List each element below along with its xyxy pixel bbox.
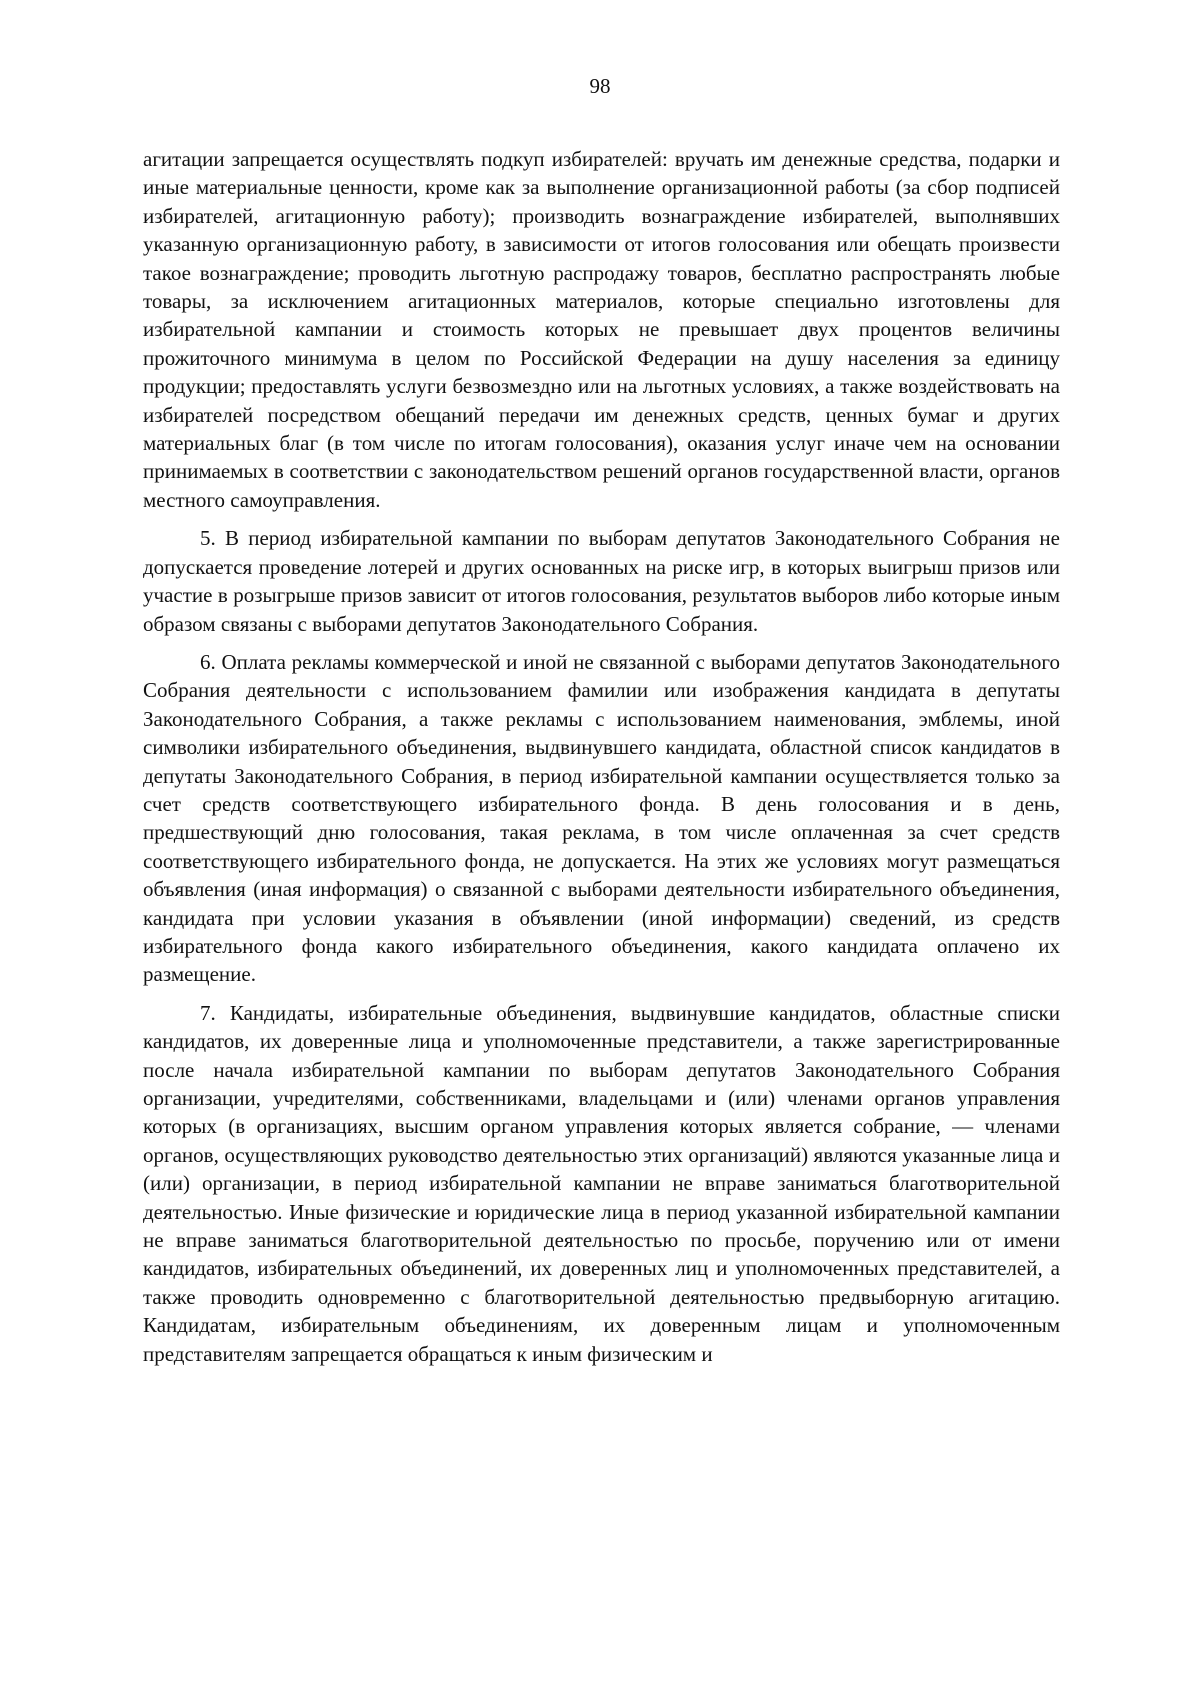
page-number: 98 — [589, 74, 611, 98]
paragraph-item-7: 7. Кандидаты, избирательные объединения, выдвинувшие кандидатов, областные списки кандидатов, их доверенные лица и уполномоченные представители, а также зарегистрированные после начала избирательной кампании по выборам депутатов Законодательного Собрания организации, учредителями, собственниками, владельцами и (или) членами органов управления которых (в организациях, высшим органом управления которых является собрание, — членами органов, осуществляющих руководство деятельностью этих организаций) являются указанные лица и (или) организации, в период избирательной кампании не вправе заниматься благотворительной деятельностью. Иные физические и юридические лица в период указанной избирательной кампании не вправе заниматься благотворительной деятельностью по просьбе, поручению или от имени кандидатов, избирательных объединений, их доверенных лиц и уполномоченных представителей, а также проводить одновременно с благотворительной деятельностью предвыборную агитацию. Кандидатам, избирательным объединениям, их доверенным лицам и уполномоченным представителям запрещается обращаться к иным физическим и — [143, 1000, 1060, 1366]
paragraph-item-6: 6. Оплата рекламы коммерческой и иной не связанной с выборами депутатов Законодательного Собрания деятельности с использованием фамилии или изображения кандидата в депутаты Законодательного Собрания, а также рекламы с использованием наименования, эмблемы, иной символики избирательного объединения, выдвинувшего кандидата, областной список кандидатов в депутаты Законодательного Собрания, в период избирательной кампании осуществляется только за счет средств соответствующего избирательного фонда. В день голосования и в день, предшествующий дню голосования, такая реклама, в том числе оплаченная за счет средств соответствующего избирательного фонда, не допускается. На этих же условиях могут размещаться объявления (иная информация) о связанной с выборами деятельности избирательного объединения, кандидата при условии указания в объявлении (иной информации) сведений, из средств избирательного фонда какого избирательного объединения, какого кандидата оплачено их размещение. — [143, 649, 1060, 987]
body-text — [143, 145, 1060, 1368]
paragraph-item-5: 5. В период избирательной кампании по выборам депутатов Законодательного Собрания не допускается проведение лотерей и других основанных на риске игр, в которых выигрыш призов или участие в розыгрыше призов зависит от итогов голосования, результатов выборов либо которые иным образом связаны с выборами депутатов Законодательного Собрания. — [143, 526, 1060, 636]
paragraph-continuation: агитации запрещается осуществлять подкуп избирателей: вручать им денежные средства, подарки и иные материальные ценности, кроме как за выполнение организационной работы (за сбор подписей избирателей, агитационную работу); производить вознаграждение избирателей, выполнявших указанную организационную работу, в зависимости от итогов голосования или обещать произвести такое вознаграждение; проводить льготную распродажу товаров, бесплатно распространять любые товары, за исключением агитационных материалов, которые специально изготовлены для избирательной кампании и стоимость которых не превышает двух процентов величины прожиточного минимума в целом по Российской Федерации на душу населения за единицу продукции; предоставлять услуги безвозмездно или на льготных условиях, а также воздействовать на избирателей посредством обещаний передачи им денежных средств, ценных бумаг и других материальных благ (в том числе по итогам голосования), оказания услуг иначе чем на основании принимаемых в соответствии с законодательством решений органов государственной власти, органов местного самоуправления. — [143, 147, 1060, 512]
